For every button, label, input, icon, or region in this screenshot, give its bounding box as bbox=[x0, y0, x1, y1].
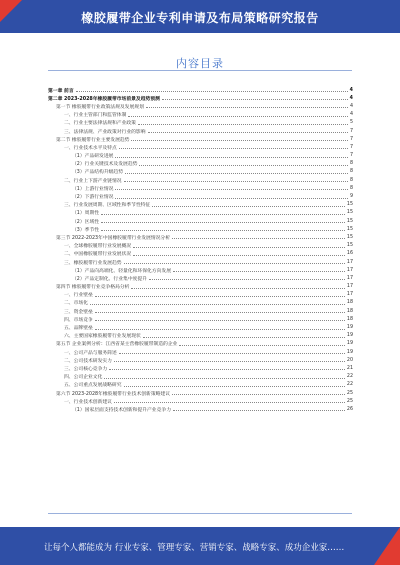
toc-entry-title: 三、资金壁垒 bbox=[64, 309, 93, 315]
toc-leader-dots bbox=[95, 309, 345, 313]
toc-entry-title: （2）产品定制化、行业集中度提升 bbox=[72, 276, 148, 282]
toc-leader-dots bbox=[138, 121, 348, 125]
toc-entry-page: 17 bbox=[346, 259, 353, 265]
report-title: 橡胶履带企业专利申请及布局策略研究报告 bbox=[81, 11, 319, 25]
footer-red-corner bbox=[374, 527, 400, 565]
toc-entry-page: 26 bbox=[346, 406, 353, 412]
toc-leader-dots bbox=[128, 113, 348, 117]
toc-entry[interactable] bbox=[48, 127, 353, 135]
toc-entry-title: 第一节 橡胶履带行业政策法规及发展规划 bbox=[56, 104, 144, 110]
toc-entry-page: 7 bbox=[349, 136, 353, 142]
toc-entry[interactable] bbox=[48, 192, 353, 200]
toc-entry-page: 17 bbox=[346, 275, 353, 281]
toc-leader-dots bbox=[173, 407, 345, 411]
toc-entry-title: 一、公司产品与服务简述 bbox=[64, 350, 117, 356]
toc-entry[interactable] bbox=[48, 250, 353, 258]
toc-entry-page: 4 bbox=[349, 103, 353, 109]
toc-entry-page: 4 bbox=[349, 112, 353, 118]
toc-entry-title: 第五节 企业案例分析：江西省某主营橡胶履带制造的企业 bbox=[56, 342, 178, 348]
toc-entry-page: 21 bbox=[346, 365, 353, 371]
toc-entry[interactable] bbox=[48, 225, 353, 233]
toc-entry-page: 4 bbox=[349, 95, 353, 101]
toc-leader-dots bbox=[114, 399, 345, 403]
toc-leader-dots bbox=[101, 211, 345, 215]
toc-entry-title: （1）国家层面支持技术创新和提升产业竞争力 bbox=[72, 407, 171, 413]
toc-entry[interactable] bbox=[48, 168, 353, 176]
toc-entry-title: （2）行业关键技术及发展趋势 bbox=[72, 162, 138, 168]
toc-entry-page: 19 bbox=[346, 349, 353, 355]
toc-entry[interactable] bbox=[48, 143, 353, 151]
toc-entry-title: （1）产品向高端化、轻量化和环保化方向发展 bbox=[72, 268, 171, 274]
toc-leader-dots bbox=[115, 154, 348, 158]
toc-leader-dots bbox=[152, 203, 345, 207]
toc-entry-page: 22 bbox=[346, 382, 353, 388]
toc-entry-title: 第二节 橡胶履带行业主要发展趋势 bbox=[56, 137, 130, 143]
toc-entry[interactable] bbox=[48, 86, 353, 94]
toc-entry-page: 15 bbox=[346, 202, 353, 208]
toc-leader-dots bbox=[76, 88, 348, 92]
toc-leader-dots bbox=[131, 285, 344, 289]
toc-leader-dots bbox=[143, 334, 345, 338]
toc-entry-title: 一、行业壁垒 bbox=[64, 293, 93, 299]
toc-entry-title: 一、行业主管部门和监管体制 bbox=[64, 113, 127, 119]
toc-entry[interactable] bbox=[48, 405, 353, 413]
toc-leader-dots bbox=[104, 375, 345, 379]
toc-entry[interactable] bbox=[48, 307, 353, 315]
toc-entry-title: 第三节 2022-2023年中国橡胶履带行业发展情况分析 bbox=[56, 235, 171, 241]
toc-entry-title: （2）区域性 bbox=[72, 219, 100, 225]
report-header bbox=[0, 0, 400, 33]
toc-entry[interactable] bbox=[48, 291, 353, 299]
toc-entry-page: 18 bbox=[346, 316, 353, 322]
toc-entry-page: 15 bbox=[346, 243, 353, 249]
toc-entry-title: 五、品牌壁垒 bbox=[64, 326, 93, 332]
toc-entry-title: 三、行业发展周期、区域性和季节性特征 bbox=[64, 203, 151, 209]
toc-entry[interactable] bbox=[48, 201, 353, 209]
toc-entry[interactable] bbox=[48, 389, 353, 397]
toc-entry-title: 三、橡胶履带行业发展趋势 bbox=[64, 260, 122, 266]
toc-leader-dots bbox=[109, 366, 345, 370]
toc-entry-title: 四、公司企业文化 bbox=[64, 375, 103, 381]
toc-leader-dots bbox=[133, 252, 345, 256]
toc-leader-dots bbox=[124, 260, 345, 264]
toc-entry[interactable] bbox=[48, 184, 353, 192]
toc-entry-page: 19 bbox=[346, 325, 353, 331]
toc-leader-dots bbox=[101, 227, 345, 231]
toc-entry-title: （1）产品研发进展 bbox=[72, 154, 114, 160]
toc-entry[interactable] bbox=[48, 233, 353, 241]
toc-entry[interactable] bbox=[48, 283, 353, 291]
toc-entry-title: （3）季节性 bbox=[72, 227, 100, 233]
toc-entry-page: 20 bbox=[346, 357, 353, 363]
toc-leader-dots bbox=[148, 129, 348, 133]
toc-entry[interactable] bbox=[48, 299, 353, 307]
toc-leader-dots bbox=[125, 170, 348, 174]
toc-entry-page: 8 bbox=[349, 169, 353, 175]
toc-entry-page: 7 bbox=[349, 144, 353, 150]
toc-entry-title: 一、全球橡胶履带行业发展概况 bbox=[64, 244, 132, 250]
toc-leader-dots bbox=[172, 391, 345, 395]
toc-leader-dots bbox=[115, 186, 348, 190]
toc-entry-title: 第二章 2023-2028年橡胶履带市场前景及趋势预测 bbox=[48, 96, 160, 102]
toc-entry[interactable] bbox=[48, 381, 353, 389]
toc-entry-page: 8 bbox=[349, 161, 353, 167]
toc-entry[interactable] bbox=[48, 348, 353, 356]
toc-entry-page: 8 bbox=[349, 177, 353, 183]
toc-entry-title: （2）下游行业情况 bbox=[72, 195, 114, 201]
toc-entry-title: 二、公司技术研发实力 bbox=[64, 358, 112, 364]
toc-entry-title: 二、行业上下游产业链情况 bbox=[64, 178, 122, 184]
toc-entry-page: 7 bbox=[349, 153, 353, 159]
toc-leader-dots bbox=[95, 293, 345, 297]
toc-entry[interactable] bbox=[48, 94, 353, 102]
toc-leader-dots bbox=[119, 350, 345, 354]
toc-entry-page: 16 bbox=[346, 251, 353, 257]
toc-entry[interactable] bbox=[48, 242, 353, 250]
toc-entry[interactable] bbox=[48, 332, 353, 340]
toc-entry-title: 四、市场竞争 bbox=[64, 317, 93, 323]
toc-entry-page: 8 bbox=[349, 185, 353, 191]
table-of-contents bbox=[48, 86, 353, 414]
toc-entry-title: 一、行业技术创新建议 bbox=[64, 399, 112, 405]
toc-entry-title: 二、市场化 bbox=[64, 301, 88, 307]
toc-leader-dots bbox=[124, 178, 348, 182]
toc-entry[interactable] bbox=[48, 217, 353, 225]
toc-entry-page: 15 bbox=[346, 218, 353, 224]
toc-entry-title: （1）周期性 bbox=[72, 211, 100, 217]
toc-entry[interactable] bbox=[48, 102, 353, 110]
toc-leader-dots bbox=[173, 268, 345, 272]
toc-entry-page: 17 bbox=[346, 292, 353, 298]
toc-entry-page: 25 bbox=[346, 398, 353, 404]
toc-entry[interactable] bbox=[48, 373, 353, 381]
toc-entry-page: 22 bbox=[346, 374, 353, 380]
toc-entry[interactable] bbox=[48, 315, 353, 323]
toc-leader-dots bbox=[133, 244, 345, 248]
toc-entry[interactable] bbox=[48, 397, 353, 405]
toc-leader-dots bbox=[149, 276, 345, 280]
toc-entry-page: 15 bbox=[346, 210, 353, 216]
toc-leader-dots bbox=[146, 104, 348, 108]
toc-entry-page: 17 bbox=[346, 284, 353, 290]
toc-leader-dots bbox=[179, 342, 344, 346]
footer-slogan: 让每个人都能成为 行业专家、管理专家、营销专家、战略专家、成功企业家…… bbox=[44, 543, 345, 553]
toc-leader-dots bbox=[90, 301, 345, 305]
toc-leader-dots bbox=[131, 137, 347, 141]
toc-entry-title: 六、主要国家橡胶履带行业发展现状 bbox=[64, 334, 141, 340]
toc-entry[interactable] bbox=[48, 152, 353, 160]
toc-entry-page: 15 bbox=[346, 226, 353, 232]
toc-entry-page: 19 bbox=[346, 333, 353, 339]
toc-entry[interactable] bbox=[48, 274, 353, 282]
toc-entry[interactable] bbox=[48, 119, 353, 127]
toc-entry[interactable] bbox=[48, 160, 353, 168]
toc-leader-dots bbox=[114, 358, 345, 362]
toc-entry-page: 25 bbox=[346, 390, 353, 396]
toc-entry-page: 17 bbox=[346, 267, 353, 273]
toc-entry-page: 9 bbox=[349, 194, 353, 200]
toc-entry-title: （3）产品结构升级趋势 bbox=[72, 170, 124, 176]
toc-leader-dots bbox=[115, 195, 348, 199]
toc-entry[interactable] bbox=[48, 258, 353, 266]
toc-entry[interactable] bbox=[48, 176, 353, 184]
toc-entry[interactable] bbox=[48, 266, 353, 274]
toc-entry-title: 三、公司核心竞争力 bbox=[64, 366, 108, 372]
toc-leader-dots bbox=[95, 326, 345, 330]
toc-heading: 内容目录 bbox=[176, 57, 224, 70]
toc-leader-dots bbox=[172, 235, 345, 239]
toc-entry-title: （1）上游行业情况 bbox=[72, 186, 114, 192]
toc-entry-title: 五、公司重点发展战略研究 bbox=[64, 383, 122, 389]
toc-entry-title: 二、行业主要法律法规和产业政策 bbox=[64, 121, 136, 127]
toc-entry-page: 4 bbox=[349, 87, 353, 93]
toc-entry-page: 18 bbox=[346, 308, 353, 314]
toc-entry-page: 18 bbox=[346, 300, 353, 306]
toc-entry[interactable] bbox=[48, 111, 353, 119]
toc-entry[interactable] bbox=[48, 323, 353, 331]
report-footer bbox=[0, 527, 400, 565]
toc-entry-page: 7 bbox=[349, 128, 353, 134]
toc-entry-page: 5 bbox=[349, 120, 353, 126]
toc-leader-dots bbox=[95, 317, 345, 321]
toc-leader-dots bbox=[162, 96, 348, 100]
toc-entry-page: 19 bbox=[346, 341, 353, 347]
toc-entry-title: 第六节 2023-2028年橡胶履带行业技术创新策略建议 bbox=[56, 391, 171, 397]
toc-leader-dots bbox=[124, 383, 345, 387]
toc-entry[interactable] bbox=[48, 356, 353, 364]
toc-entry-title: 第四节 橡胶履带行业竞争格局分析 bbox=[56, 285, 130, 291]
toc-entry[interactable] bbox=[48, 364, 353, 372]
toc-entry-title: 三、法律法规、产业政策对行业的影响 bbox=[64, 129, 146, 135]
toc-leader-dots bbox=[139, 162, 348, 166]
toc-entry-title: 一、行业技术水平及特点 bbox=[64, 145, 117, 151]
toc-divider-bottom bbox=[48, 513, 352, 514]
toc-leader-dots bbox=[119, 145, 348, 149]
toc-entry-title: 二、中国橡胶履带行业发展状况 bbox=[64, 252, 132, 258]
toc-entry[interactable] bbox=[48, 209, 353, 217]
toc-entry-title: 第一章 前言 bbox=[48, 88, 74, 94]
toc-entry[interactable] bbox=[48, 135, 353, 143]
toc-divider-top bbox=[48, 70, 352, 71]
toc-leader-dots bbox=[101, 219, 345, 223]
toc-entry[interactable] bbox=[48, 340, 353, 348]
toc-entry-page: 15 bbox=[346, 234, 353, 240]
